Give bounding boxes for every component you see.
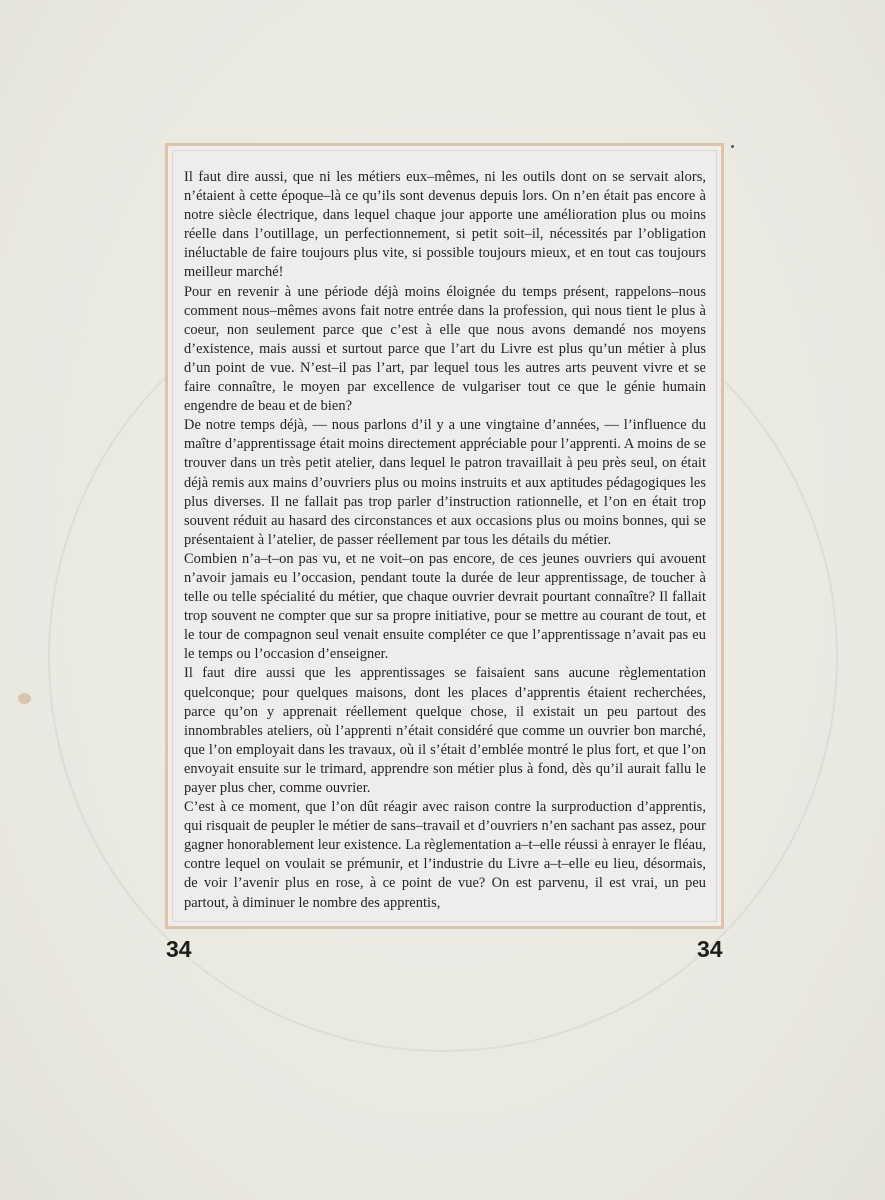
paragraph-4: Combien n’a–t–on pas vu, et ne voit–on pas encore, de ces jeunes ouvriers qui avouent n’avoir jamais eu l’occasion, pendant toute la durée de leur apprentissage, de toucher à telle ou telle spécialité du métier, que chaque ouvrier devrait pourtant connaître? Il fallait trop souvent ne compter que sur sa propre initiative, pour se mettre au courant de tout, et le tour de compagnon seul venait ensuite compléter ce que l’apprentissage n’avait pas eu le temps ou l’occasion d’enseigner. bbox=[184, 550, 706, 663]
page-number-right: 34 bbox=[697, 936, 723, 962]
paragraph-6: C’est à ce moment, que l’on dût réagir avec raison contre la surproduction d’apprentis, qui risquait de peupler le métier de sans–travail et d’ouvriers n’en sachant pas assez, pour gagner honorablement leur existence. La règlementation a–t–elle réussi à enrayer le fléau, contre lequel on voulait se prémunir, et l’industrie du Livre a–t–elle eu lieu, désormais, de voir l’avenir plus en rose, à ce point de vue? On est parvenu, il est vrai, un peu partout, à diminuer le nombre des apprentis, bbox=[184, 799, 706, 911]
body-text bbox=[184, 168, 706, 913]
paragraph-1: Il faut dire aussi, que ni les métiers eux–mêmes, ni les outils dont on se servait alors, n’étaient à cette époque–là ce qu’ils sont devenus depuis lors. On n’en était pas encore à notre siècle électrique, dans lequel chaque jour apporte une amélioration plus ou moins réelle dans l’outillage, un perfectionnement, si petit soit–il, nécessités par l’obligation inéluctable de faire toujours plus vite, si possible toujours mieux, et en tout cas toujours meilleur marché! bbox=[184, 169, 706, 281]
paragraph-3: De notre temps déjà, — nous parlons d’il y a une vingtaine d’années, — l’influence du maître d’apprentissage était moins directement appréciable pour l’apprenti. A moins de se trouver dans un très petit atelier, dans lequel le patron travaillait à peu près seul, on était déjà remis aux mains d’ouvriers plus ou moins instruits et aux aptitudes pédagogiques les plus diverses. Il ne fallait pas trop parler d’instruction rationnelle, et l’on en était trop souvent réduit au hasard des circonstances et aux occasions plus ou moins bonnes, qui se présentaient à l’atelier, de passer réellement par tous les détails du métier. bbox=[184, 417, 706, 548]
page-number-left: 34 bbox=[166, 936, 192, 962]
paragraph-2: Pour en revenir à une période déjà moins éloignée du temps présent, rappelons–nous comment nous–mêmes avons fait notre entrée dans la profession, qui nous tient le plus à coeur, non seulement parce que c’est à elle que nous avons demandé nos moyens d’existence, mais aussi et surtout parce que l’art du Livre est plus qu’un métier à plus d’un point de vue. N’est–il pas l’art, par lequel tous les autres arts peuvent vivre et se faire connaître, le moyen par excellence de vulgariser tout ce que le génie humain engendre de beau et de bien? bbox=[184, 283, 706, 415]
paper-stain bbox=[18, 693, 31, 704]
paper-speck bbox=[731, 145, 734, 148]
paragraph-5: Il faut dire aussi que les apprentissages se faisaient sans aucune règlementation quelconque; pour quelques maisons, dont les places d’apprentis étaient recherchées, parce qu’on y apprenait réellement quelque chose, il existait un peu partout des innombrables ateliers, où l’apprenti n’était considéré que comme un ouvrier bon marché, que l’on employait dans les travaux, où il s’était d’emblée montré le plus fort, et que l’on envoyait ensuite sur le trimard, apprendre son métier plus à fond, dès qu’il aurait fallu le payer plus cher, comme ouvrier. bbox=[184, 665, 706, 796]
